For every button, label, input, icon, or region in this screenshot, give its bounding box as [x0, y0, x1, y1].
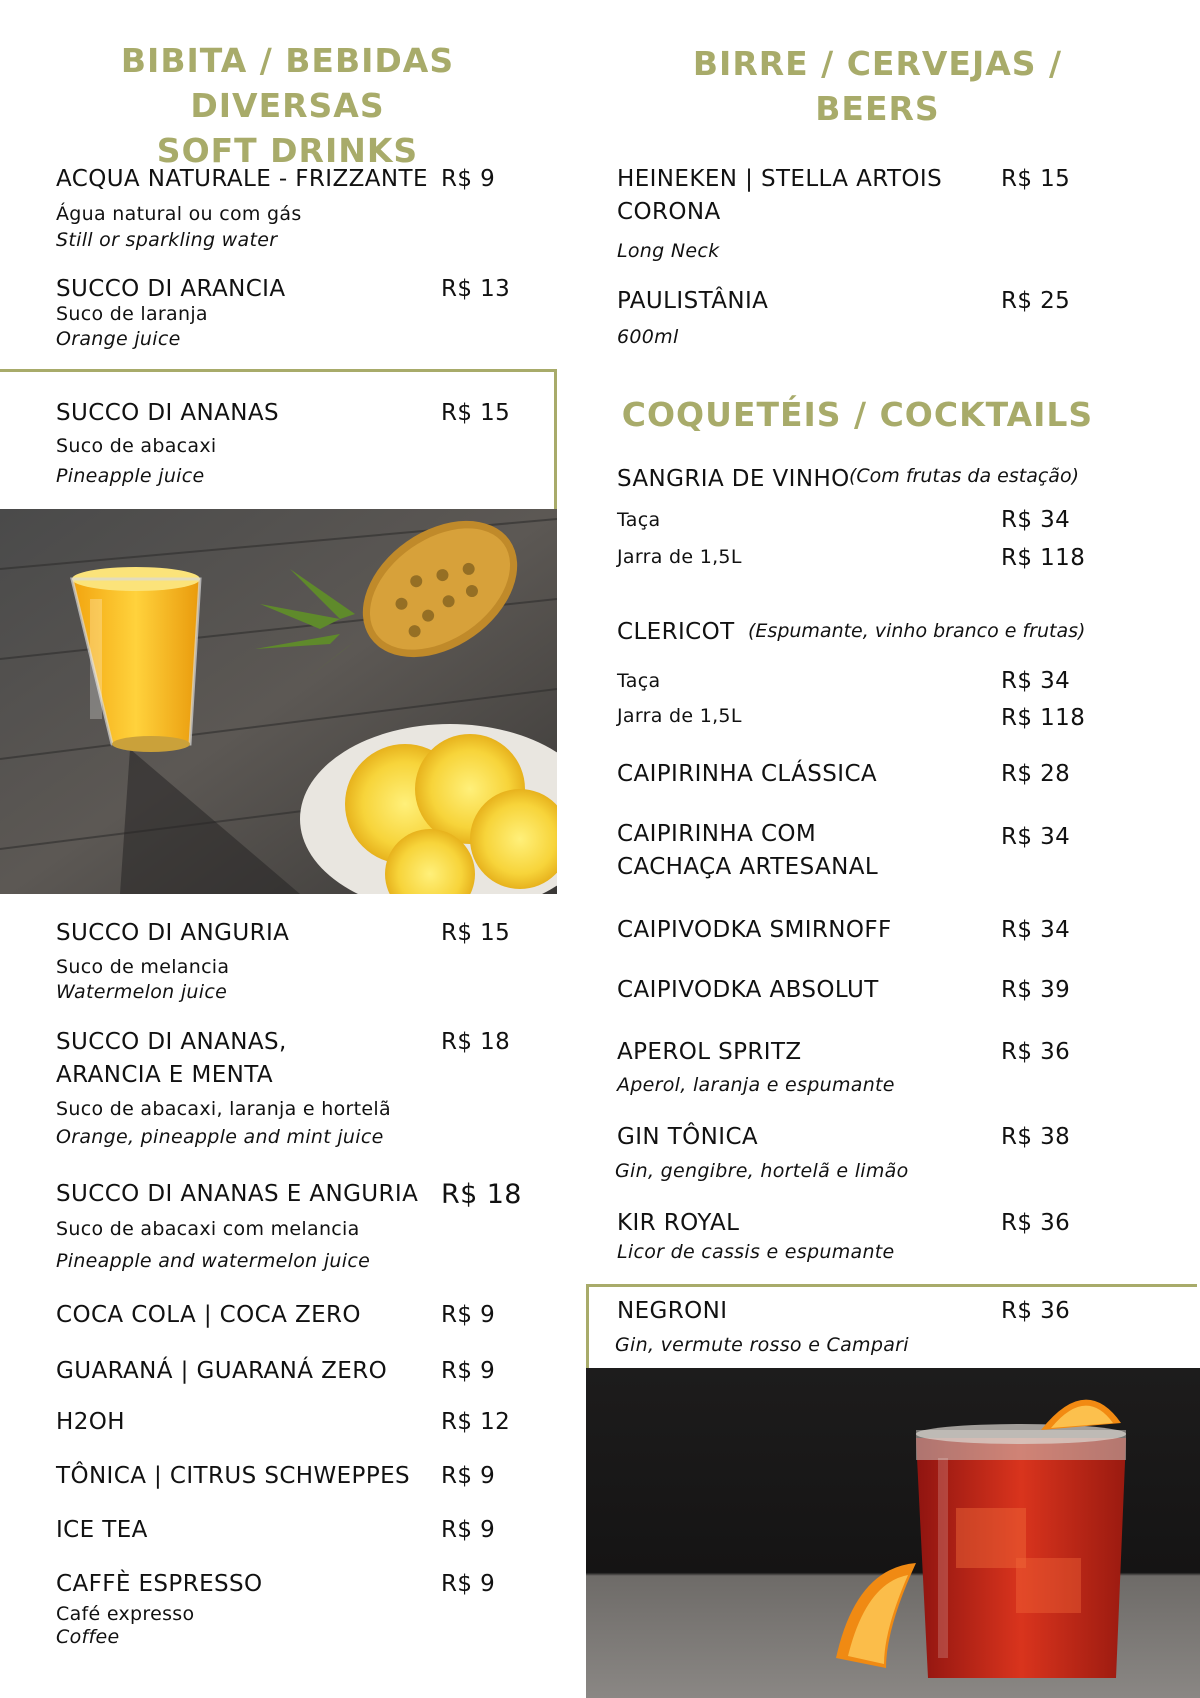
item-name-line1: HEINEKEN | STELLA ARTOIS [617, 166, 943, 192]
highlight-frame-top [586, 1284, 1197, 1287]
item-desc-pt: Café expresso [56, 1603, 195, 1625]
item-price: R$ 36 [1001, 1039, 1071, 1065]
highlight-frame-top [0, 369, 557, 372]
item-desc-en: 600ml [617, 326, 679, 348]
clericot-name: CLERICOT [617, 619, 735, 645]
item-price: R$ 9 [441, 1302, 496, 1328]
item-name: SUCCO DI ANANAS [56, 400, 279, 426]
item-desc-en: Orange, pineapple and mint juice [56, 1126, 384, 1148]
item-name: APEROL SPRITZ [617, 1039, 802, 1065]
sangria-note: (Com frutas da estação) [849, 465, 1079, 487]
item-price: R$ 38 [1001, 1124, 1071, 1150]
item-name: SUCCO DI ARANCIA [56, 276, 286, 302]
item-desc-pt: Suco de laranja [56, 303, 208, 325]
item-name: ICE TEA [56, 1517, 148, 1543]
item-name: KIR ROYAL [617, 1210, 740, 1236]
soft-drinks-heading-line2: SOFT DRINKS [156, 131, 419, 170]
pineapple-juice-photo [0, 509, 557, 894]
item-name: CAIPIVODKA ABSOLUT [617, 977, 879, 1003]
item-price: R$ 36 [1001, 1298, 1071, 1324]
beers-heading: BIRRE / CERVEJAS / BEERS [692, 44, 1063, 128]
item-name: SUCCO DI ANGURIA [56, 920, 290, 946]
soft-drinks-heading-line1: BIBITA / BEBIDAS DIVERSAS [120, 41, 455, 125]
item-price: R$ 15 [441, 400, 511, 426]
item-desc-pt: Suco de melancia [56, 956, 230, 978]
item-desc-pt: Suco de abacaxi com melancia [56, 1218, 360, 1240]
item-name: GIN TÔNICA [617, 1124, 759, 1150]
item-desc-en: Long Neck [617, 240, 720, 262]
sangria-jar-price: R$ 118 [1001, 545, 1086, 571]
item-desc-pt: Suco de abacaxi, laranja e hortelã [56, 1098, 391, 1120]
clericot-glass-label: Taça [617, 670, 661, 692]
item-price: R$ 39 [1001, 977, 1071, 1003]
item-price: R$ 9 [441, 1517, 496, 1543]
item-desc-en: Coffee [56, 1626, 120, 1648]
item-price: R$ 15 [441, 920, 511, 946]
soft-drinks-heading [40, 38, 535, 173]
sangria-name: SANGRIA DE VINHO [617, 466, 850, 492]
item-name: COCA COLA | COCA ZERO [56, 1302, 361, 1328]
item-price: R$ 34 [1001, 917, 1071, 943]
item-desc-en: Watermelon juice [56, 981, 228, 1003]
clericot-glass-price: R$ 34 [1001, 668, 1071, 694]
item-desc-pt: Água natural ou com gás [56, 203, 302, 225]
item-price: R$ 9 [441, 166, 496, 192]
clericot-note: (Espumante, vinho branco e frutas) [748, 620, 1086, 642]
item-name-line2: ARANCIA E MENTA [56, 1062, 274, 1088]
item-name-line2: CORONA [617, 199, 721, 225]
item-name: CAFFÈ ESPRESSO [56, 1571, 263, 1597]
item-price: R$ 25 [1001, 288, 1071, 314]
item-price: R$ 18 [441, 1179, 522, 1210]
item-desc-en: Pineapple and watermelon juice [56, 1250, 371, 1272]
item-name: ACQUA NATURALE - FRIZZANTE [56, 166, 428, 192]
item-name: CAIPIRINHA CLÁSSICA [617, 761, 878, 787]
item-price: R$ 9 [441, 1358, 496, 1384]
item-name: NEGRONI [617, 1298, 728, 1324]
item-name-line2: CACHAÇA ARTESANAL [617, 854, 879, 880]
item-price: R$ 28 [1001, 761, 1071, 787]
sangria-glass-label: Taça [617, 509, 661, 531]
clericot-jar-price: R$ 118 [1001, 705, 1086, 731]
item-price: R$ 13 [441, 276, 511, 302]
item-name: CAIPIVODKA SMIRNOFF [617, 917, 892, 943]
item-name-line1: SUCCO DI ANANAS, [56, 1029, 287, 1055]
sangria-jar-label: Jarra de 1,5L [617, 546, 742, 568]
item-name: GUARANÁ | GUARANÁ ZERO [56, 1358, 388, 1384]
negroni-photo [586, 1368, 1200, 1698]
item-price: R$ 9 [441, 1571, 496, 1597]
item-price: R$ 18 [441, 1029, 511, 1055]
item-desc-en: Still or sparkling water [56, 229, 278, 251]
item-name: H2OH [56, 1409, 125, 1435]
cocktails-heading: COQUETÉIS / COCKTAILS [621, 395, 1094, 434]
item-desc-en: Pineapple juice [56, 465, 205, 487]
sangria-glass-price: R$ 34 [1001, 507, 1071, 533]
clericot-jar-label: Jarra de 1,5L [617, 705, 742, 727]
item-name: TÔNICA | CITRUS SCHWEPPES [56, 1463, 411, 1489]
item-desc-en: Licor de cassis e espumante [617, 1241, 895, 1263]
item-name-line1: CAIPIRINHA COM [617, 821, 817, 847]
item-desc-en: Gin, vermute rosso e Campari [615, 1334, 909, 1356]
item-desc-en: Aperol, laranja e espumante [617, 1074, 895, 1096]
item-name: SUCCO DI ANANAS E ANGURIA [56, 1181, 419, 1207]
highlight-frame-right [554, 369, 557, 509]
item-desc-en: Gin, gengibre, hortelã e limão [615, 1160, 909, 1182]
item-price: R$ 34 [1001, 824, 1071, 850]
item-desc-pt: Suco de abacaxi [56, 435, 217, 457]
item-name: PAULISTÂNIA [617, 288, 769, 314]
item-price: R$ 36 [1001, 1210, 1071, 1236]
item-price: R$ 9 [441, 1463, 496, 1489]
item-desc-en: Orange juice [56, 328, 181, 350]
highlight-frame-left [586, 1284, 589, 1368]
item-price: R$ 15 [1001, 166, 1071, 192]
item-price: R$ 12 [441, 1409, 511, 1435]
